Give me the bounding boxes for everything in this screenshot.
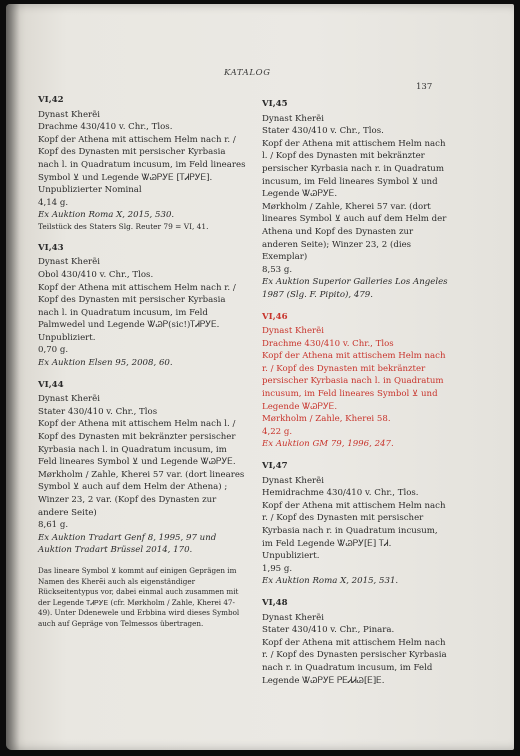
- binding-shadow: [6, 4, 20, 750]
- entry-line: Kopf der Athena mit attischem Helm nach r. / Kopf des Dynasten persischer Kyrbasia: [262, 637, 447, 661]
- catalog-entry: [262, 460, 450, 588]
- entry-line: 0,70 g.: [38, 345, 69, 356]
- entry-line: Stater 430/410 v. Chr., Pinara.: [262, 625, 395, 636]
- entry-line: Drachme 430/410 v. Chr., Tlos: [262, 338, 394, 349]
- catalog-entry: [38, 379, 246, 557]
- entry-id: VI,45: [262, 99, 288, 109]
- entry-id: VI,44: [38, 379, 64, 390]
- entry-id: VI,47: [262, 461, 288, 472]
- entry-line: Unpubliziert.: [38, 332, 96, 343]
- entry-provenance: Ex Auktion Elsen 95, 2008, 60.: [38, 358, 173, 369]
- entry-line: Dynast Kherẽi: [38, 257, 100, 268]
- entry-line: Stater 430/410 v. Chr., Tlos: [38, 406, 158, 417]
- entry-id: VI,46: [262, 311, 288, 322]
- left-column: [38, 94, 246, 637]
- entry-line: Mørkholm / Zahle, Kherei 58.: [262, 414, 391, 425]
- entry-provenance: Ex Auktion Superior Galleries Los Angeles 1987 (Slg. F. Pipito), 479.: [262, 277, 448, 300]
- entry-line: Kopf der Athena mit attischem Helm nach r. / Kopf des Dynasten mit persischer Kyrbasia nach l. in Quadratum incusum, im Feld lineares Symbol ⊻ und Legende ᏔᏊᏢᎩᎬ [ᎢᏗᏢᎩᎬ].: [38, 134, 246, 183]
- entry-line: Kopf der Athena mit attischem Helm nach r. / Kopf des Dynasten mit persischer Kyrbasia nach l. in Quadratum incusum, im Feld Palmwedel und Legende ᏔᏊᏢ(sic!)ᎢᏗᏢᎩᎬ.: [38, 282, 236, 331]
- entry-provenance: Ex Auktion Tradart Genf 8, 1995, 97 und Auktion Tradart Brüssel 2014, 170.: [38, 532, 217, 556]
- entry-line: Dynast Kherẽi: [38, 109, 100, 120]
- entry-line: Dynast Kherẽi: [262, 113, 324, 124]
- entry-line: 8,53 g.: [262, 264, 293, 275]
- catalog-entry: [262, 311, 450, 452]
- catalog-entry: [262, 98, 450, 302]
- entry-id: VI,42: [38, 95, 64, 105]
- entry-line: Unpubliziert.: [262, 551, 320, 562]
- entry-line: Unpublizierter Nominal: [38, 185, 142, 196]
- entry-line: Dynast Kherẽi: [262, 475, 324, 486]
- entry-note: Teilstück des Staters Slg. Reuter 79 = VI, 41.: [38, 221, 209, 231]
- catalog-entry: [38, 94, 246, 233]
- entry-line: 1,95 g.: [262, 563, 293, 574]
- entry-line: Stater 430/410 v. Chr., Tlos.: [262, 126, 384, 137]
- entry-line: Obol 430/410 v. Chr., Tlos.: [38, 269, 154, 280]
- entry-id: VI,43: [38, 242, 64, 253]
- entry-line: Kopf der Athena mit attischem Helm nach l. / Kopf des Dynasten mit bekränzter persischer Kyrbasia nach r. in Quadratum incusum, im Feld lineares Symbol ⊻ und Legende ᏔᏊᏢᎩᎬ.: [262, 138, 446, 200]
- entry-line: 4,22 g.: [262, 426, 293, 437]
- entry-line: 8,61 g.: [38, 520, 69, 531]
- catalog-page: [6, 4, 514, 750]
- running-head: KATALOG: [224, 68, 271, 78]
- entry-id: VI,48: [262, 597, 288, 608]
- right-column: [262, 98, 450, 696]
- symbol-footnote: Das lineare Symbol ⊻ kommt auf einigen Geprägen im Namen des Kherẽi auch als eigenständiger Rückseitentypus vor, dabei einmal auch zusammen mit der Legende ᎢᏗᏢᎩᎬ (cfr. Mørkholm / Zahle, Kherei 47-49). Unter Ddenewele und Erbbina wird dieses Symbol auch auf Gepräge von Telmessos übertragen.: [38, 565, 240, 628]
- entry-line: Hemidrachme 430/410 v. Chr., Tlos.: [262, 488, 419, 499]
- page-number: 137: [416, 82, 433, 92]
- entry-provenance: Ex Auktion GM 79, 1996, 247.: [262, 439, 394, 450]
- entry-line: Dynast Kherẽi: [262, 326, 324, 337]
- entry-line: Mørkholm / Zahle, Kherei 57 var. (dort lineares Symbol ⊻ auch auf dem Helm der Athena) ; Winzer 23, 2 var. (Kopf des Dynasten zur andere Seite): [38, 469, 245, 518]
- entry-line: Drachme 430/410 v. Chr., Tlos.: [38, 122, 173, 133]
- entry-provenance: Ex Auktion Roma X, 2015, 530.: [38, 210, 175, 221]
- entry-line: Mørkholm / Zahle, Kherei 57 var. (dort lineares Symbol ⊻ auch auf dem Helm der Athena und Kopf des Dynasten zur anderen Seite); Winzer 23, 2 (dies Exemplar): [262, 201, 447, 263]
- entry-line: Kopf der Athena mit attischem Helm nach r. / Kopf des Dynasten mit persischer Kyrbasia nach r. in Quadratum incusum, im Feld Legende ᏔᏊᏢᎩ[Ꭼ] ᎢᏗ.: [262, 500, 446, 549]
- entry-line: nach r. in Quadratum incusum, im Feld Legende ᏔᏊᏢᎩᎬ ᏢᎬᏗᏗᏊ[Ꭼ]Ꭼ.: [262, 662, 433, 686]
- catalog-entry: [262, 597, 450, 687]
- entry-line: Dynast Kherẽi: [38, 394, 100, 405]
- entry-line: Kopf der Athena mit attischem Helm nach r. / Kopf des Dynasten mit bekränzter persischer Kyrbasia nach l. in Quadratum incusum, im Feld lineares Symbol ⊻ und Legende ᏔᏊᏢᎩᎬ.: [262, 351, 446, 412]
- entry-line: 4,14 g.: [38, 197, 69, 208]
- entry-provenance: Ex Auktion Roma X, 2015, 531.: [262, 576, 399, 587]
- entry-line: Kopf der Athena mit attischem Helm nach l. / Kopf des Dynasten mit bekränzter persischer Kyrbasia nach l. in Quadratum incusum, im Feld lineares Symbol ⊻ und Legende ᏔᏊᏢᎩᎬ.: [38, 419, 236, 468]
- catalog-entry: [38, 242, 246, 370]
- entry-line: Dynast Kherẽi: [262, 612, 324, 623]
